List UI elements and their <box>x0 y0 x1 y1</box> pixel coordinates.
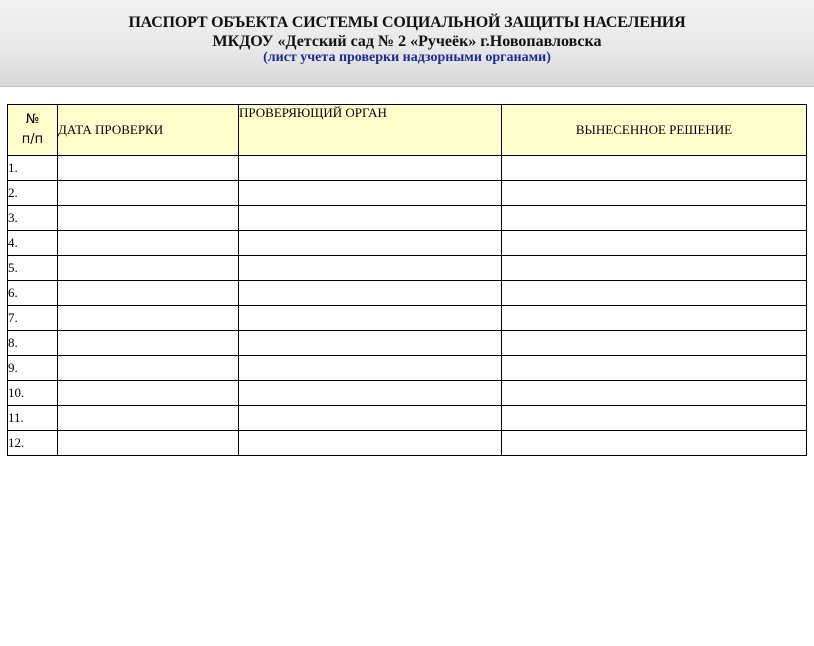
table-row <box>8 331 807 356</box>
date-cell[interactable] <box>58 306 239 331</box>
row-number: 11. <box>8 406 58 431</box>
decision-cell[interactable] <box>502 281 807 306</box>
institution-name: МКДОУ «Детский сад № 2 «Ручеёк» г.Новопавловска <box>212 33 602 50</box>
date-cell[interactable] <box>58 181 239 206</box>
inspecting-body-cell[interactable] <box>239 256 502 281</box>
row-number: 8. <box>8 331 58 356</box>
decision-cell[interactable] <box>502 331 807 356</box>
page-header <box>0 0 814 87</box>
date-cell[interactable] <box>58 206 239 231</box>
row-number: 10. <box>8 381 58 406</box>
decision-cell[interactable] <box>502 256 807 281</box>
decision-cell[interactable] <box>502 181 807 206</box>
table-row <box>8 431 807 456</box>
table-row <box>8 281 807 306</box>
page-title: ПАСПОРТ ОБЪЕКТА СИСТЕМЫ СОЦИАЛЬНОЙ ЗАЩИТЫ НАСЕЛЕНИЯ <box>128 14 686 31</box>
date-cell[interactable] <box>58 156 239 181</box>
inspecting-body-cell[interactable] <box>239 156 502 181</box>
decision-cell[interactable] <box>502 356 807 381</box>
row-number: 12. <box>8 431 58 456</box>
row-number: 3. <box>8 206 58 231</box>
inspecting-body-cell[interactable] <box>239 331 502 356</box>
decision-cell[interactable] <box>502 431 807 456</box>
column-header-number-sign: № <box>25 112 40 127</box>
row-number: 7. <box>8 306 58 331</box>
table-row <box>8 231 807 256</box>
column-header-date: ДАТА ПРОВЕРКИ <box>58 105 239 156</box>
decision-cell[interactable] <box>502 206 807 231</box>
table-row <box>8 206 807 231</box>
date-cell[interactable] <box>58 356 239 381</box>
inspecting-body-cell[interactable] <box>239 431 502 456</box>
date-cell[interactable] <box>58 331 239 356</box>
date-cell[interactable] <box>58 431 239 456</box>
table-row <box>8 356 807 381</box>
decision-cell[interactable] <box>502 406 807 431</box>
inspecting-body-cell[interactable] <box>239 206 502 231</box>
table-row <box>8 256 807 281</box>
inspecting-body-cell[interactable] <box>239 406 502 431</box>
date-cell[interactable] <box>58 281 239 306</box>
table-row <box>8 306 807 331</box>
row-number: 9. <box>8 356 58 381</box>
date-cell[interactable] <box>58 406 239 431</box>
row-number: 4. <box>8 231 58 256</box>
column-header-number-abbr: п/п <box>21 132 44 147</box>
inspecting-body-cell[interactable] <box>239 356 502 381</box>
column-header-number <box>8 105 58 156</box>
row-number: 2. <box>8 181 58 206</box>
inspection-table <box>7 104 807 456</box>
column-header-decision: ВЫНЕСЕННОЕ РЕШЕНИЕ <box>502 105 807 156</box>
table-row <box>8 181 807 206</box>
inspecting-body-cell[interactable] <box>239 281 502 306</box>
date-cell[interactable] <box>58 256 239 281</box>
inspecting-body-cell[interactable] <box>239 306 502 331</box>
date-cell[interactable] <box>58 381 239 406</box>
inspecting-body-cell[interactable] <box>239 231 502 256</box>
decision-cell[interactable] <box>502 231 807 256</box>
decision-cell[interactable] <box>502 381 807 406</box>
column-header-inspecting-body: ПРОВЕРЯЮЩИЙ ОРГАН <box>239 105 502 156</box>
table-header-row <box>8 105 807 156</box>
table-row <box>8 156 807 181</box>
table-row <box>8 406 807 431</box>
sheet-note: (лист учета проверки надзорными органами) <box>263 50 551 65</box>
inspecting-body-cell[interactable] <box>239 381 502 406</box>
row-number: 1. <box>8 156 58 181</box>
decision-cell[interactable] <box>502 156 807 181</box>
table-row <box>8 381 807 406</box>
date-cell[interactable] <box>58 231 239 256</box>
row-number: 6. <box>8 281 58 306</box>
row-number: 5. <box>8 256 58 281</box>
inspecting-body-cell[interactable] <box>239 181 502 206</box>
decision-cell[interactable] <box>502 306 807 331</box>
